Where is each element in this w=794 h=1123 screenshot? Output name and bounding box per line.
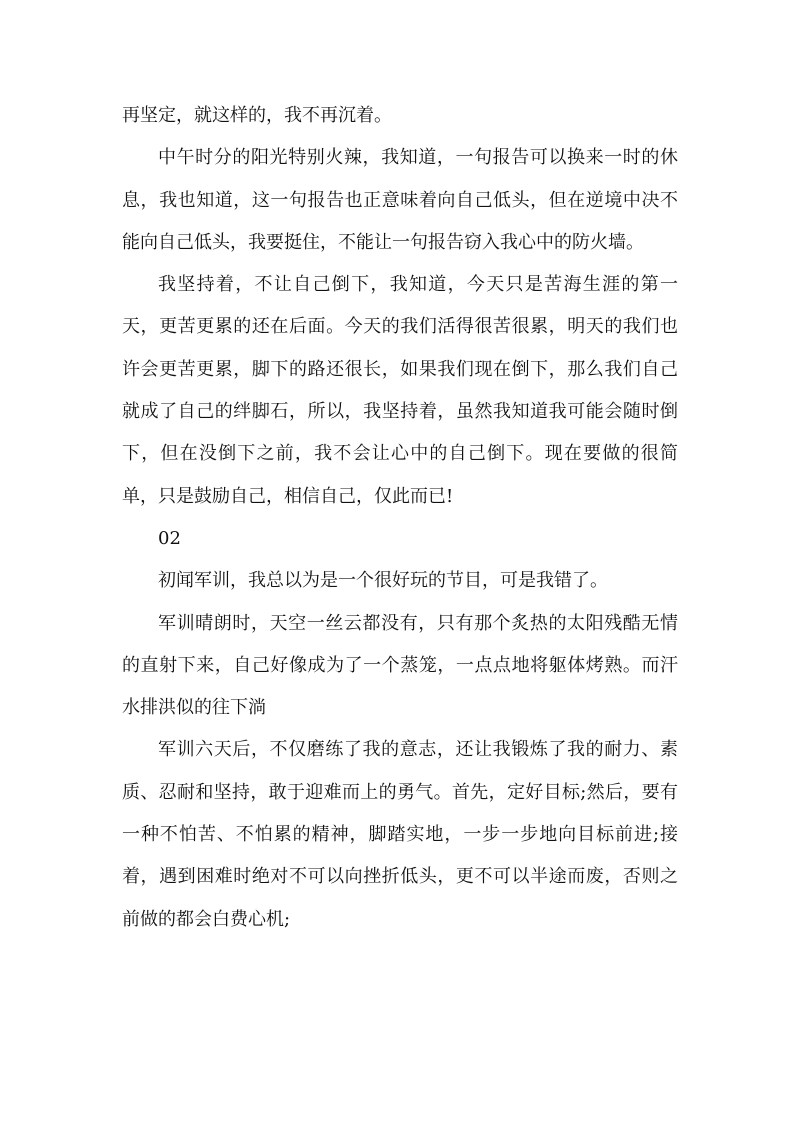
paragraph: 初闻军训，我总以为是一个很好玩的节目，可是我错了。 <box>158 570 608 592</box>
document-body <box>122 95 678 941</box>
paragraph: 中午时分的阳光特别火辣，我知道，一句报告可以换来一时的休息，我也知道，这一句报告也正意味着向自己低头，但在逆境中决不能向自己低头，我要挺住，不能让一句报告窃入我心中的防火墙。 <box>122 147 678 253</box>
section-number: 02 <box>158 527 181 549</box>
paragraph: 我坚持着，不让自己倒下，我知道，今天只是苦海生涯的第一天，更苦更累的还在后面。今天的我们活得很苦很累，明天的我们也许会更苦更累，脚下的路还很长，如果我们现在倒下，那么我们自己就成了自己的绊脚石，所以，我坚持着，虽然我知道我可能会随时倒下，但在没倒下之前，我不会让心中的自己倒下。现在要做的很简单，只是鼓励自己，相信自己，仅此而已! <box>122 274 678 507</box>
paragraph: 军训晴朗时，天空一丝云都没有，只有那个炙热的太阳残酷无情的直射下来，自己好像成为了一个蒸笼，一点点地将躯体烤熟。而汗水排洪似的往下淌 <box>122 612 678 719</box>
paragraph-continued: 再坚定，就这样的，我不再沉着。 <box>122 105 392 126</box>
paragraph: 军训六天后，不仅磨练了我的意志，还让我锻炼了我的耐力、素质、忍耐和坚持，敢于迎难而上的勇气。首先，定好目标;然后，要有一种不怕苦、不怕累的精神，脚踏实地，一步一步地向目标前进;接着，遇到困难时绝对不可以向挫折低头，更不可以半途而废，否则之前做的都会白费心机; <box>122 739 678 930</box>
